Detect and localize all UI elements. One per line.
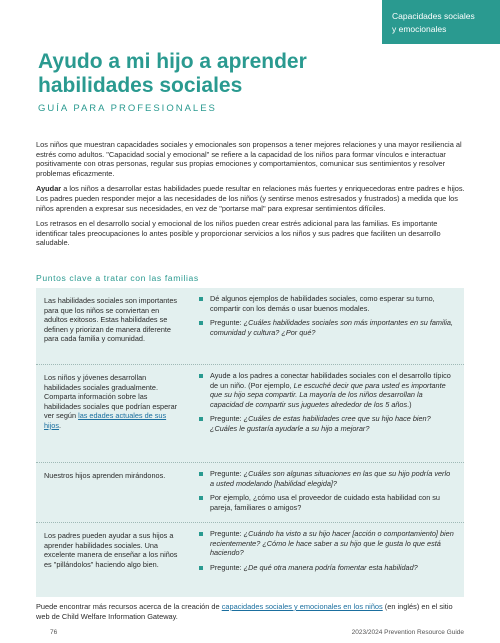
resources-link[interactable]: capacidades sociales y emocionales en los niños [221, 602, 383, 611]
bullet-text: Pregunte: [210, 562, 244, 572]
key-points-table [36, 288, 464, 597]
resources-note-text: Puede encontrar más recursos acerca de la creación de [36, 602, 222, 611]
section-tab-line1: Capacidades sociales [392, 11, 475, 21]
intro-paragraph-2-bold: Ayudar [36, 184, 62, 194]
list-item [198, 493, 456, 512]
row-1-left: Las habilidades sociales son importantes para que los niños se conviertan en adultos exitosos. Estas habilidades se definen y priorizan de manera diferente para cada familia y comunidad. [44, 296, 178, 344]
key-points-heading: Puntos clave a tratar con las familias [36, 273, 199, 283]
page-number: 76 [50, 629, 58, 636]
row-1-right [198, 294, 456, 342]
table-row [36, 523, 464, 597]
bullet-text: Pregunte: [210, 469, 244, 478]
row-2-left-text: Los niños y jóvenes desarrollan habilidades sociales gradualmente. Comparta información sobre las habilidades sociales que podrían esperar ver según [44, 373, 178, 421]
table-row [36, 288, 464, 365]
table-row [36, 365, 464, 463]
list-item [198, 414, 456, 433]
bullet-text: Por ejemplo, ¿cómo usa el proveedor de cuidado esta habilidad con su pareja, familiares o amigos? [210, 493, 440, 512]
page-title: Ayudo a mi hijo a aprender habilidades sociales [38, 50, 307, 97]
resources-note-tail: (en inglés) en el sitio web de Child Welfare Information Gateway. [36, 602, 453, 621]
list-item [198, 529, 456, 558]
bullet-text: Ayude a los padres a conectar habilidades sociales con el desarrollo típico de un niño. (Por ejemplo, [210, 371, 451, 390]
intro-paragraph-1: Los niños que muestran capacidades sociales y emocionales son propensos a tener mejores relaciones y una mayor resiliencia al estrés como adultos. "Capacidad social y emocional" se refiere a la capacidad de los niños para formar vínculos e interactuar positivamente con otras personas, regular sus propias emociones y comportamientos, comunicar sus sentimientos y resolver problemas eficazmente. [36, 140, 462, 178]
row-4-right [198, 529, 456, 577]
bullet-italic: ¿De qué otra manera podría fomentar esta habilidad? [243, 562, 418, 572]
section-tab [382, 0, 500, 44]
page-subtitle: GUÍA PARA PROFESIONALES [38, 103, 217, 114]
row-2-left [44, 373, 184, 431]
bullet-italic: ¿Cuáles de estas habilidades cree que su hijo hace bien? ¿Cuáles le gustaría ayudarle a su hijo a mejorar? [210, 414, 431, 433]
bullet-italic: Le escuché decir que para usted es importante que su hijo sepa compartir. La mayoría de los niños desarrollan la capacidad de compartir sus juguetes alrededor de los 5 años [210, 380, 446, 409]
row-3-left: Nuestros hijos aprenden mirándonos. [44, 471, 166, 480]
bullet-italic: ¿Cuándo ha visto a su hijo hacer [acción o comportamiento] bien recientemente? ¿Cómo le hace saber a su hijo que le gusta lo que está haciendo? [210, 529, 454, 558]
bullet-italic: ¿Cuáles son algunas situaciones en las que su hijo podría verlo a usted modelando [habilidad elegida]? [210, 469, 451, 488]
bullet-text: Pregunte: [210, 414, 244, 424]
intro-paragraph-2-rest: a los niños a desarrollar estas habilidades puede resultar en relaciones más fuertes y enriquecedoras entre padres e hijos. Los padres pueden responder mejor a las necesidades de los niños (y sentirse menos estresados y frustrados) a medida que los niños aprenden a expresar sus necesidades, en vez de "portarse mal" para expresar sentimientos difíciles. [36, 184, 465, 213]
bullet-italic: ¿Cuáles habilidades sociales son más importantes en su familia, comunidad y cultura? ¿Por qué? [210, 318, 453, 337]
table-row [36, 463, 464, 523]
bullet-text: Pregunte: [210, 318, 244, 328]
list-item [198, 371, 456, 409]
row-3-right [198, 469, 456, 517]
intro-section [36, 140, 466, 254]
section-tab-line2: y emocionales [392, 24, 447, 34]
list-item [198, 469, 456, 488]
row-4-left: Los padres pueden ayudar a sus hijos a aprender habilidades sociales. Una excelente manera de enseñar a los niños es "pillándolos" haciendo algo bien. [44, 531, 178, 569]
ages-link[interactable]: las edades actuales de sus hijos [44, 411, 167, 430]
resources-note [36, 602, 468, 621]
bullet-tail: .) [407, 399, 412, 409]
bullet-text: Dé algunos ejemplos de habilidades sociales, como esperar su turno, compartir con los demás o usar buenos modales. [210, 294, 435, 313]
guide-title: 2023/2024 Prevention Resource Guide [351, 629, 464, 636]
list-item [198, 563, 456, 573]
list-item [198, 294, 456, 313]
bullet-text: Pregunte: [210, 529, 244, 538]
intro-paragraph-3: Los retrasos en el desarrollo social y emocional de los niños pueden crear estrés adicional para las familias. Es importante identificar tales preocupaciones lo antes posible y proporcionar servicios a los niños y sus padres que faciliten un desarrollo saludable. [36, 219, 441, 248]
row-2-right [198, 371, 456, 439]
row-2-left-tail: . [59, 420, 62, 430]
list-item [198, 318, 456, 337]
intro-paragraph-2 [36, 184, 466, 213]
